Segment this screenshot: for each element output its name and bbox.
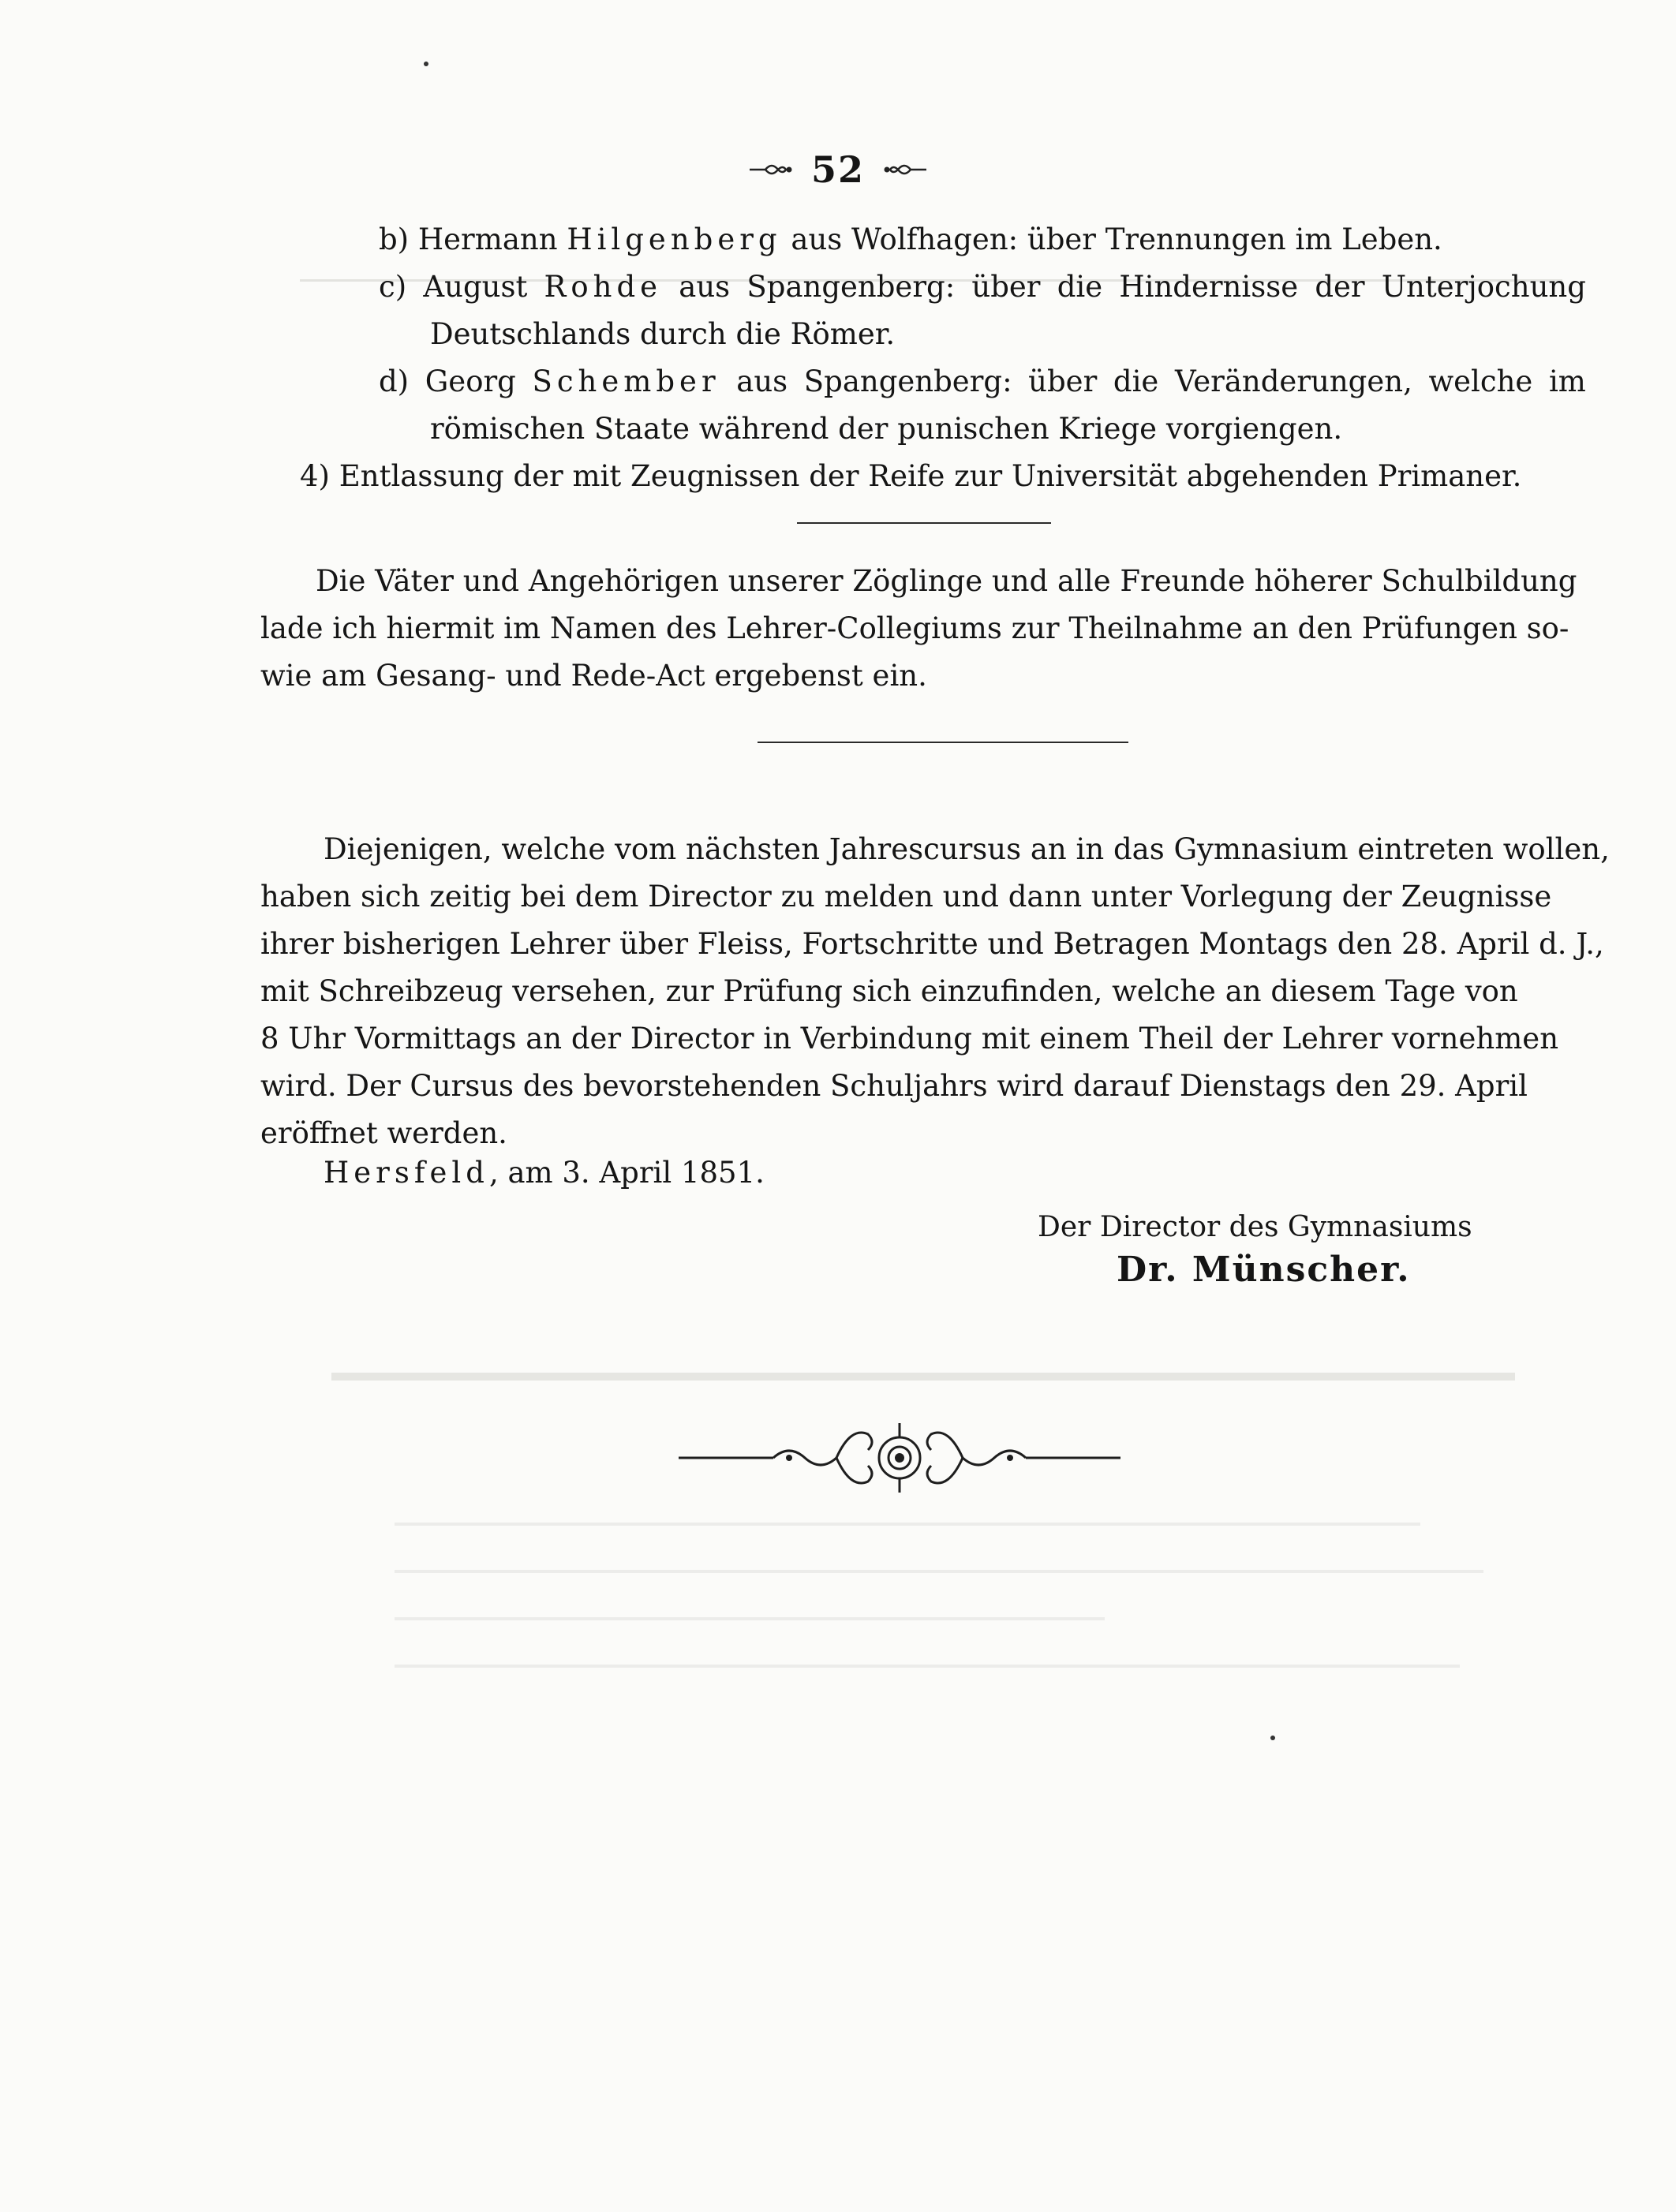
item-d-word: Veränderungen, xyxy=(1174,364,1412,398)
item-b xyxy=(379,222,1442,256)
item-c-line1 xyxy=(379,270,1586,304)
paragraph2-line7: eröffnet werden. xyxy=(260,1116,507,1150)
item-c-word: Hindernisse xyxy=(1119,270,1299,304)
item-d-word: Spangenberg: xyxy=(803,364,1012,398)
dateline xyxy=(324,1156,765,1190)
item-c-word: Unterjochung xyxy=(1381,270,1586,304)
bleed-through-lines xyxy=(395,1515,1657,1695)
item-c-line2: Deutschlands durch die Römer. xyxy=(430,317,896,351)
paragraph2-line2: haben sich zeitig bei dem Director zu melden und dann unter Vorlegung der Zeugnisse xyxy=(260,880,1552,914)
decorative-ornament-icon xyxy=(679,1420,1120,1495)
dateline-date: , am 3. April 1851. xyxy=(488,1156,765,1190)
item-d-label: d) xyxy=(379,364,410,398)
item-d-word: Georg xyxy=(425,364,516,398)
item-d-word: über xyxy=(1028,364,1098,398)
page-header xyxy=(0,142,1676,197)
bleed-through-text-lower xyxy=(300,1357,1562,1411)
page-number: 52 xyxy=(810,148,865,191)
item-b-name-first: Hermann xyxy=(417,222,558,256)
separator-rule-2 xyxy=(758,742,1128,743)
item-b-text: aus Wolfhagen: über Trennungen im Leben. xyxy=(791,222,1442,256)
item-d-line2: römischen Staate während der punischen Kriege vorgiengen. xyxy=(430,412,1343,446)
item-b-label: b) xyxy=(379,222,410,256)
bleed-through-heading xyxy=(300,1357,1562,1404)
item-c-name: Rohde xyxy=(544,270,663,304)
paragraph2-line5: 8 Uhr Vormittags an der Director in Verbindung mit einem Theil der Lehrer vornehmen xyxy=(260,1022,1559,1056)
paragraph2-line1: Diejenigen, welche vom nächsten Jahrescursus an in das Gymnasium eintreten wollen, xyxy=(324,832,1610,866)
item-c-word: aus xyxy=(679,270,731,304)
item-c-word: der xyxy=(1315,270,1365,304)
item-4: 4) Entlassung der mit Zeugnissen der Reife zur Universität abgehenden Primaner. xyxy=(300,459,1522,493)
left-header-ornament-icon xyxy=(748,160,794,179)
paragraph2-line4: mit Schreibzeug versehen, zur Prüfung sich einzufinden, welche an diesem Tage von xyxy=(260,974,1518,1008)
paragraph1-line3: wie am Gesang- und Rede-Act ergebenst ein. xyxy=(260,659,927,693)
item-d-name: Schember xyxy=(532,364,720,398)
paragraph2-line6: wird. Der Cursus des bevorstehenden Schuljahrs wird darauf Dienstags den 29. April xyxy=(260,1069,1528,1103)
dateline-place: Hersfeld xyxy=(324,1156,489,1190)
stray-mark xyxy=(1270,1736,1275,1740)
item-c-word: die xyxy=(1057,270,1103,304)
signature-title: Der Director des Gymnasiums xyxy=(1038,1211,1472,1243)
item-d-word: im xyxy=(1548,364,1586,398)
separator-rule-1 xyxy=(797,522,1051,524)
stray-mark xyxy=(424,62,428,66)
paragraph1-line1: Die Väter und Angehörigen unserer Zöglinge und alle Freunde höherer Schulbildung xyxy=(316,564,1577,598)
item-d-word: welche xyxy=(1428,364,1533,398)
item-c-word: Spangenberg: xyxy=(746,270,956,304)
item-b-name-last: Hilgenberg xyxy=(567,222,782,256)
item-d-line1 xyxy=(379,364,1586,398)
item-d-word: aus xyxy=(736,364,788,398)
bleed-through-lines-graphic xyxy=(395,1515,1578,1688)
right-header-ornament-icon xyxy=(882,160,928,179)
item-c-word: August xyxy=(423,270,528,304)
paragraph1-line2: lade ich hiermit im Namen des Lehrer-Collegiums zur Theilnahme an den Prüfungen so- xyxy=(260,611,1569,645)
signature-name: Dr. Münscher. xyxy=(1117,1250,1411,1290)
item-d-word: die xyxy=(1113,364,1159,398)
item-c-label: c) xyxy=(379,270,407,304)
item-c-word: über xyxy=(971,270,1041,304)
paragraph2-line3: ihrer bisherigen Lehrer über Fleiss, Fortschritte und Betragen Montags den 28. April d. J., xyxy=(260,927,1604,961)
